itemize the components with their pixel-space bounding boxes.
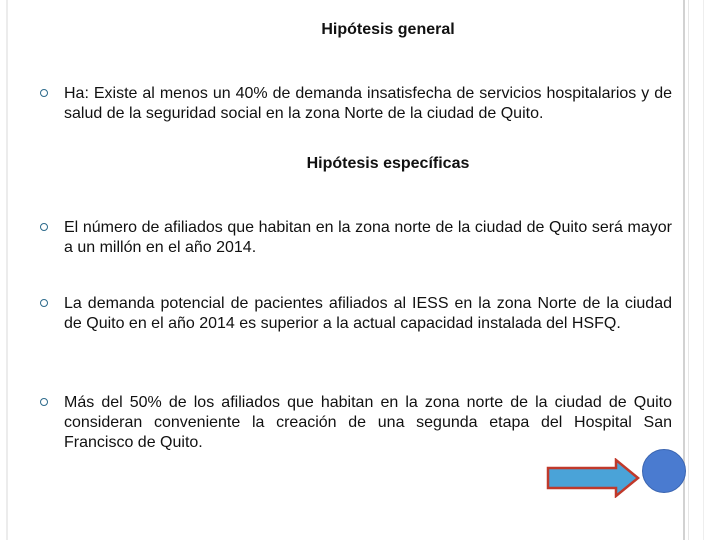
bullet-marker-icon	[40, 299, 48, 307]
right-arrow-icon	[546, 458, 640, 498]
bullet-text: Más del 50% de los afiliados que habitan en la zona norte de la ciudad de Quito consideran conveniente la creación de una segunda etapa del Hospital San Francisco de Quito.	[64, 394, 672, 451]
bullet-item	[64, 218, 672, 258]
bullet-marker-icon	[40, 398, 48, 406]
right-decorative-border-far	[703, 0, 704, 540]
next-slide-button[interactable]	[546, 458, 640, 498]
bullet-item	[64, 84, 672, 124]
bullet-item	[64, 393, 672, 453]
bullet-marker-icon	[40, 89, 48, 97]
slide-title: Hipótesis general	[321, 21, 455, 38]
bullet-marker-icon	[40, 223, 48, 231]
bullet-text: Ha: Existe al menos un 40% de demanda insatisfecha de servicios hospitalarios y de salud de la seguridad social en la zona Norte de la ciudad de Quito.	[64, 85, 672, 122]
nav-circle-button[interactable]	[642, 449, 686, 493]
slide-subtitle: Hipótesis específicas	[306, 155, 470, 172]
bullet-item	[64, 294, 672, 334]
right-decorative-border	[683, 0, 685, 540]
right-decorative-border-inner	[688, 0, 689, 540]
bullet-text: El número de afiliados que habitan en la zona norte de la ciudad de Quito será mayor a un millón en el año 2014.	[64, 219, 672, 256]
bullet-text: La demanda potencial de pacientes afiliados al IESS en la zona Norte de la ciudad de Quito en el año 2014 es superior a la actual capacidad instalada del HSFQ.	[64, 295, 672, 332]
left-decorative-rule	[6, 0, 8, 540]
